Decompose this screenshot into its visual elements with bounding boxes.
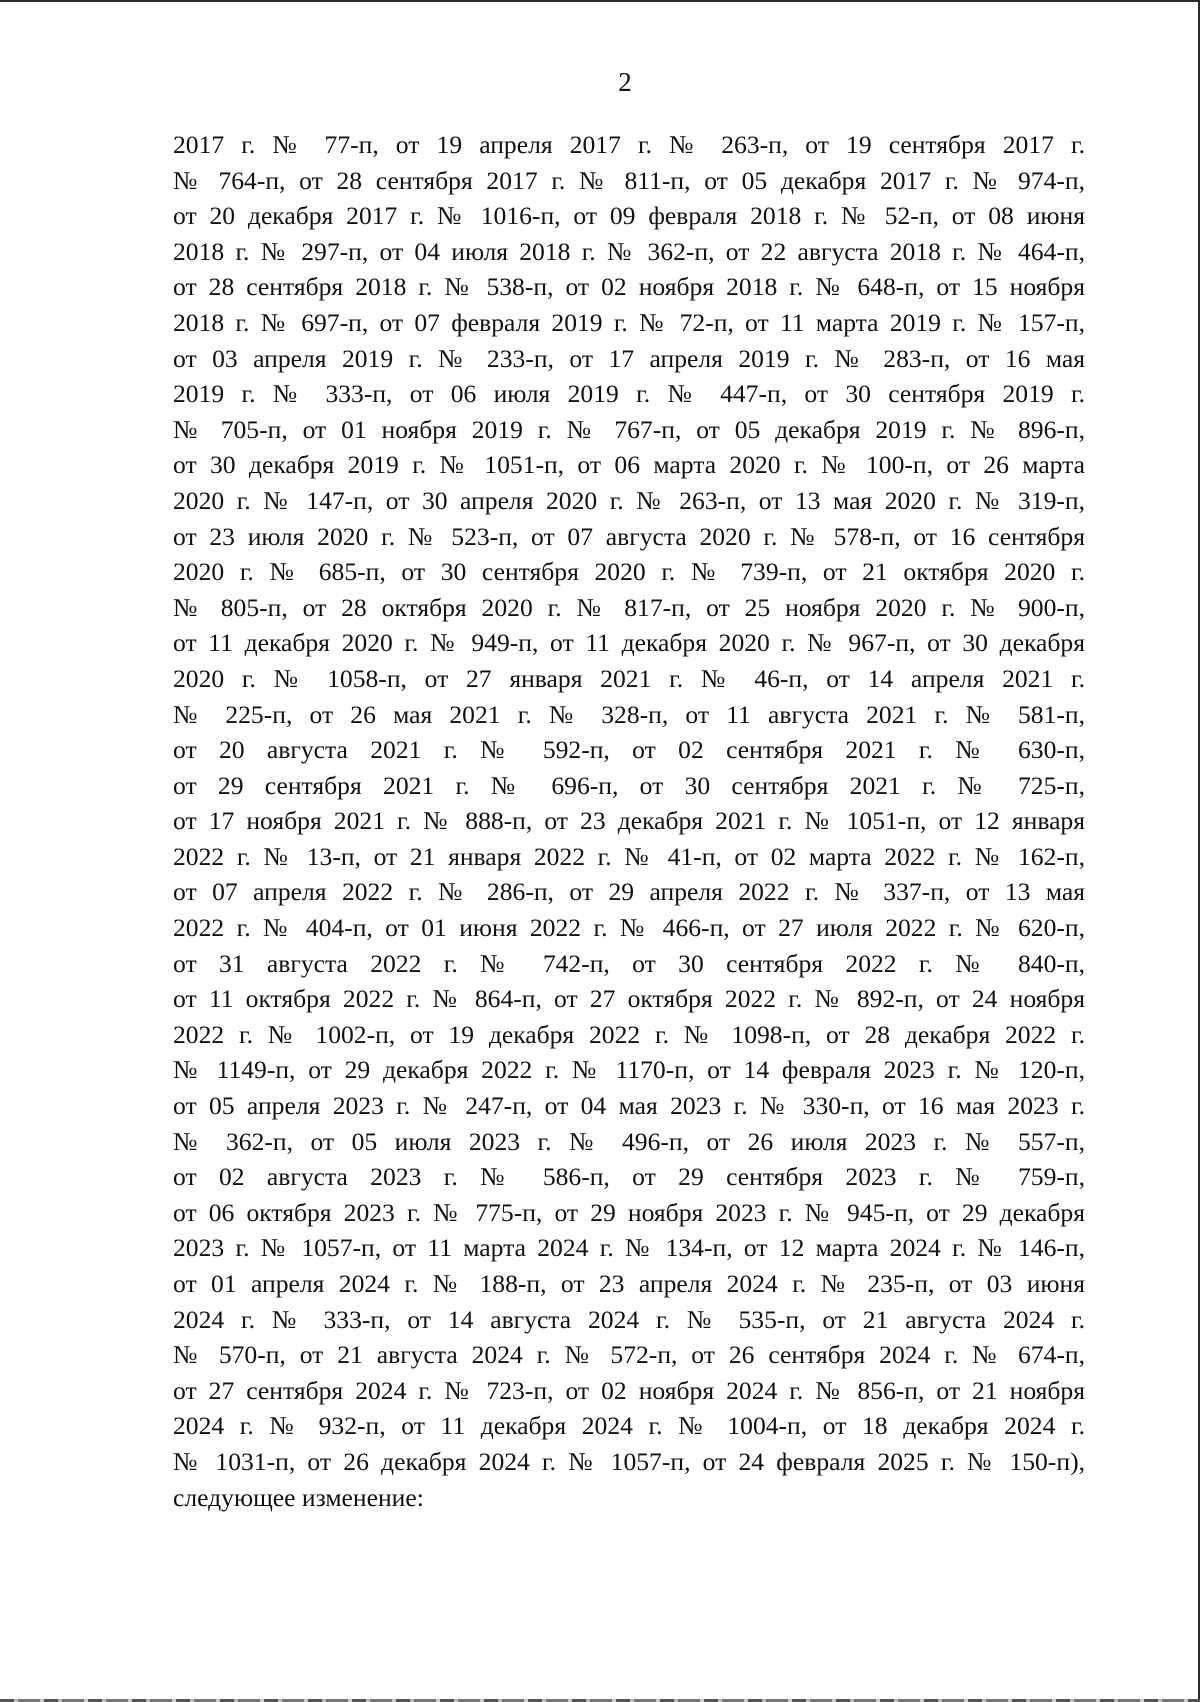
text-line: № 1031-п, от 26 декабря 2024 г. № 1057-п, от 24 февраля 2025 г. № 150-п), (173, 1446, 1085, 1476)
document-body-text (173, 127, 1085, 1515)
text-line: от 20 августа 2021 г. № 592-п, от 02 сентября 2021 г. № 630-п, (173, 735, 1085, 765)
text-line: от 31 августа 2022 г. № 742-п, от 30 сентября 2022 г. № 840-п, (173, 948, 1085, 978)
text-line: 2019 г. № 333-п, от 06 июля 2019 г. № 447-п, от 30 сентября 2019 г. (173, 379, 1085, 409)
text-line: 2024 г. № 333-п, от 14 августа 2024 г. № 535-п, от 21 августа 2024 г. (173, 1304, 1085, 1334)
text-line: 2020 г. № 685-п, от 30 сентября 2020 г. № 739-п, от 21 октября 2020 г. (173, 557, 1085, 587)
text-line: от 03 апреля 2019 г. № 233-п, от 17 апреля 2019 г. № 283-п, от 16 мая (173, 343, 1085, 373)
text-line: от 11 октября 2022 г. № 864-п, от 27 октября 2022 г. № 892-п, от 24 ноября (173, 984, 1085, 1014)
text-line: от 02 августа 2023 г. № 586-п, от 29 сентября 2023 г. № 759-п, (173, 1162, 1085, 1192)
text-line: от 06 октября 2023 г. № 775-п, от 29 ноября 2023 г. № 945-п, от 29 декабря (173, 1197, 1085, 1227)
text-line: следующее изменение: (173, 1482, 424, 1512)
text-line: от 28 сентября 2018 г. № 538-п, от 02 ноября 2018 г. № 648-п, от 15 ноября (173, 272, 1085, 302)
text-line: № 764-п, от 28 сентября 2017 г. № 811-п, от 05 декабря 2017 г. № 974-п, (173, 165, 1085, 195)
text-line: 2018 г. № 697-п, от 07 февраля 2019 г. № 72-п, от 11 марта 2019 г. № 157-п, (173, 307, 1085, 337)
text-line: от 01 апреля 2024 г. № 188-п, от 23 апреля 2024 г. № 235-п, от 03 июня (173, 1269, 1085, 1298)
text-line: от 05 апреля 2023 г. № 247-п, от 04 мая 2023 г. № 330-п, от 16 мая 2023 г. (173, 1091, 1085, 1121)
page-number: 2 (618, 67, 632, 97)
text-line: от 29 сентября 2021 г. № 696-п, от 30 сентября 2021 г. № 725-п, (173, 770, 1085, 800)
text-line: от 07 апреля 2022 г. № 286-п, от 29 апреля 2022 г. № 337-п, от 13 мая (173, 877, 1085, 907)
text-line: № 705-п, от 01 ноября 2019 г. № 767-п, от 05 декабря 2019 г. № 896-п, (173, 414, 1085, 444)
text-line: № 362-п, от 05 июля 2023 г. № 496-п, от 26 июля 2023 г. № 557-п, (173, 1126, 1085, 1156)
text-line: от 20 декабря 2017 г. № 1016-п, от 09 февраля 2018 г. № 52-п, от 08 июня (173, 201, 1085, 231)
text-line: от 27 сентября 2024 г. № 723-п, от 02 ноября 2024 г. № 856-п, от 21 ноября (173, 1375, 1085, 1405)
text-line: 2022 г. № 1002-п, от 19 декабря 2022 г. № 1098-п, от 28 декабря 2022 г. (173, 1019, 1085, 1049)
text-line: 2018 г. № 297-п, от 04 июля 2018 г. № 362-п, от 22 августа 2018 г. № 464-п, (173, 236, 1085, 266)
text-line: 2020 г. № 1058-п, от 27 января 2021 г. № 46-п, от 14 апреля 2021 г. (173, 663, 1085, 693)
text-line: № 1149-п, от 29 декабря 2022 г. № 1170-п, от 14 февраля 2023 г. № 120-п, (173, 1055, 1085, 1085)
text-line: № 805-п, от 28 октября 2020 г. № 817-п, от 25 ноября 2020 г. № 900-п, (173, 592, 1085, 622)
text-line: № 570-п, от 21 августа 2024 г. № 572-п, от 26 сентября 2024 г. № 674-п, (173, 1340, 1085, 1370)
text-line: 2020 г. № 147-п, от 30 апреля 2020 г. № 263-п, от 13 мая 2020 г. № 319-п, (173, 485, 1085, 515)
text-line: 2022 г. № 404-п, от 01 июня 2022 г. № 466-п, от 27 июля 2022 г. № 620-п, (173, 913, 1085, 943)
text-line: 2023 г. № 1057-п, от 11 марта 2024 г. № 134-п, от 12 марта 2024 г. № 146-п, (173, 1233, 1085, 1263)
text-line: 2024 г. № 932-п, от 11 декабря 2024 г. № 1004-п, от 18 декабря 2024 г. (173, 1411, 1085, 1441)
scan-top-edge (0, 0, 1200, 2)
text-line: от 11 декабря 2020 г. № 949-п, от 11 декабря 2020 г. № 967-п, от 30 декабря (173, 628, 1085, 658)
text-line: от 23 июля 2020 г. № 523-п, от 07 августа 2020 г. № 578-п, от 16 сентября (173, 521, 1085, 551)
text-line: от 17 ноября 2021 г. № 888-п, от 23 декабря 2021 г. № 1051-п, от 12 января (173, 806, 1085, 836)
text-line: 2022 г. № 13-п, от 21 января 2022 г. № 41-п, от 02 марта 2022 г. № 162-п, (173, 841, 1085, 871)
text-line: 2017 г. № 77-п, от 19 апреля 2017 г. № 263-п, от 19 сентября 2017 г. (173, 130, 1085, 159)
text-line: от 30 декабря 2019 г. № 1051-п, от 06 марта 2020 г. № 100-п, от 26 марта (173, 450, 1085, 480)
text-line: № 225-п, от 26 мая 2021 г. № 328-п, от 11 августа 2021 г. № 581-п, (173, 699, 1085, 729)
